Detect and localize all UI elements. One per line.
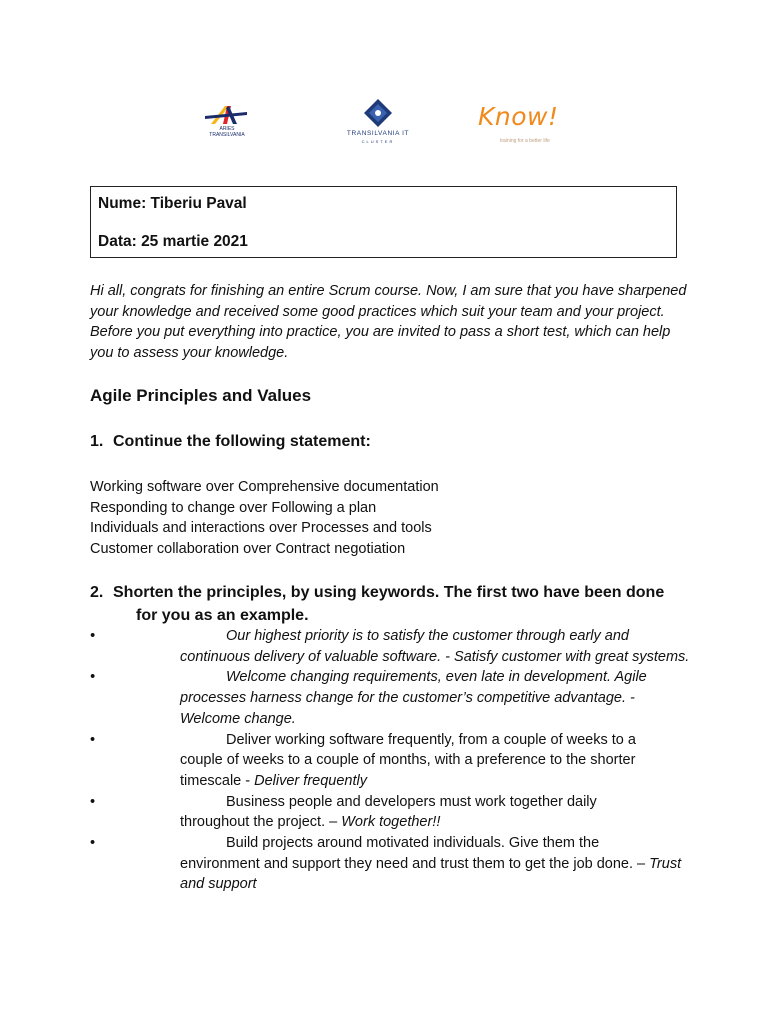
know-logo-text: Know! [478, 102, 559, 131]
principle-item [90, 833, 690, 895]
know-logo [478, 96, 568, 146]
principle-answer: Deliver frequently [254, 772, 367, 789]
aries-logo [203, 102, 249, 142]
principle-rest: couple of weeks to a couple of months, with a preference to the shorter timescale - [180, 752, 636, 789]
agile-value: Responding to change over Following a plan [90, 499, 377, 516]
question-2-number: 2. [90, 584, 104, 601]
know-logo-tagline: training for a better life [500, 138, 550, 144]
principles-list [90, 626, 690, 895]
agile-values-list [90, 477, 439, 560]
name-line: Nume: Tiberiu Paval [98, 195, 247, 212]
question-2-text-line2: for you as an example. [136, 606, 309, 624]
principle-line1: Our highest priority is to satisfy the customer through early and [226, 628, 629, 644]
student-info-box [90, 186, 677, 258]
principle-rest: processes harness change for the customer’s competitive advantage. - Welcome change. [180, 690, 635, 727]
principle-item [90, 626, 690, 667]
aries-logo-text: ARIES TRANSILVANIA [209, 126, 245, 138]
transilvania-diamond-icon [338, 98, 418, 130]
date-line: Data: 25 martie 2021 [98, 233, 248, 250]
agile-value: Customer collaboration over Contract negotiation [90, 541, 406, 558]
question-1 [90, 433, 371, 451]
principle-rest-wrap [180, 854, 690, 895]
principle-rest-wrap [180, 812, 690, 833]
principle-rest-wrap [180, 750, 690, 791]
section-title: Agile Principles and Values [90, 386, 312, 405]
principle-rest: environment and support they need and trust them to get the job done. – [180, 855, 650, 872]
logo-bar [0, 96, 768, 156]
principle-rest: throughout the project. – [180, 814, 342, 831]
question-2 [90, 582, 690, 627]
question-2-text-line1: Shorten the principles, by using keywords. The first two have been done [113, 584, 665, 601]
principle-item [90, 667, 690, 729]
bullet: • [90, 628, 96, 644]
bullet: • [90, 669, 96, 686]
bullet: • [90, 835, 96, 852]
question-1-text: Continue the following statement: [113, 433, 371, 450]
principle-item [90, 792, 690, 833]
bullet: • [90, 731, 96, 748]
principle-item [90, 730, 690, 792]
principle-line1: Build projects around motivated individuals. Give them the [226, 835, 600, 852]
principle-line1: Deliver working software frequently, from a couple of weeks to a [226, 731, 636, 748]
intro-paragraph: Hi all, congrats for finishing an entire Scrum course. Now, I am sure that you have sharpened your knowledge and received some good practices which suit your team and your project. Before you put everything into practice, you are invited to pass a short test, which can help you to assess your knowledge. [90, 283, 687, 361]
principle-line1: Welcome changing requirements, even late in development. Agile [226, 669, 647, 686]
principle-answer: Trust and support [180, 855, 682, 893]
principle-answer: Work together!! [341, 814, 441, 831]
transilvania-logo-subtext: CLUSTER [361, 139, 395, 144]
transilvania-logo-text: TRANSILVANIA IT [346, 130, 410, 137]
agile-value: Working software over Comprehensive documentation [90, 479, 439, 495]
agile-value: Individuals and interactions over Processes and tools [90, 520, 432, 537]
bullet: • [90, 793, 96, 810]
principle-rest: continuous delivery of valuable software. - Satisfy customer with great systems. [180, 648, 690, 665]
question-1-number: 1. [90, 433, 104, 450]
transilvania-it-logo [338, 98, 418, 146]
principle-line1: Business people and developers must work together daily [226, 793, 597, 810]
